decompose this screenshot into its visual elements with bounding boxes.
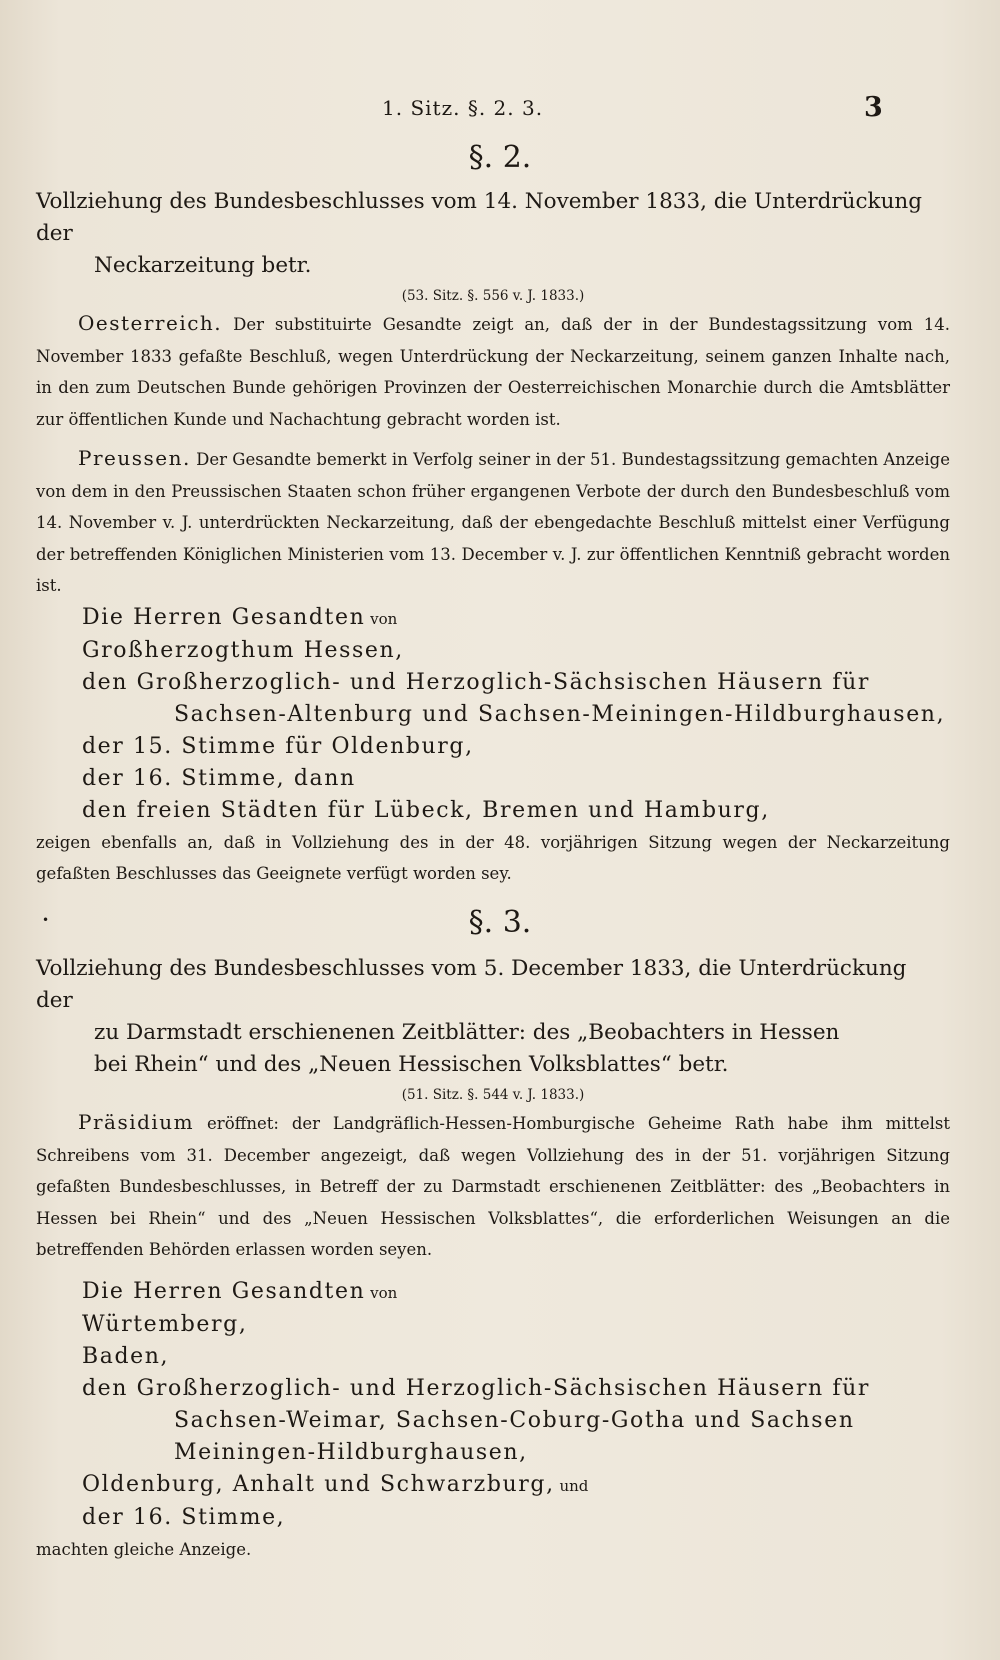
paragraph-prussia [36, 443, 950, 602]
section-2 [36, 186, 950, 890]
list-item: Großherzogthum Hessen, [82, 637, 404, 663]
paragraph-text: Der Gesandte bemerkt in Verfolg seiner in der 51. Bundestagssitzung gemachten Anzeige von dem in den Preussischen Staaten schon früher ergangenen Verbote der durch den Bundesbeschluß vom 14. November v. J. unterdrückten Neckarzeitung, daß der ebengedachte Beschluß mittelst einer Verfügung der betreffenden Königlichen Ministerien vom 13. December v. J. zur öffentlichen Kenntniß gebracht worden ist. [36, 450, 950, 595]
section-title [36, 186, 950, 282]
section-title [36, 953, 950, 1081]
list-item: Sachsen-Altenburg und Sachsen-Meiningen-Hildburghausen, [174, 701, 946, 727]
list-item: der 16. Stimme, dann [82, 765, 356, 791]
paragraph-lead: Oesterreich. [78, 311, 223, 335]
list-conjunction: und [554, 1476, 589, 1495]
paragraph-presidium [36, 1107, 950, 1266]
section-3-heading [0, 905, 1000, 940]
list-item: Würtemberg, [82, 1311, 248, 1337]
list-item: den Großherzoglich- und Herzoglich-Sächsischen Häusern für [82, 669, 871, 695]
reference: (51. Sitz. §. 544 v. J. 1833.) [401, 1087, 585, 1103]
section-sign: §. 2. [468, 140, 532, 175]
list-text: Oldenburg, Anhalt und Schwarzburg, [82, 1471, 555, 1497]
envoy-list [36, 602, 950, 827]
list-item: Sachsen-Weimar, Sachsen-Coburg-Gotha und Sachsen [174, 1407, 855, 1433]
paragraph-text: eröffnet: der Landgräflich-Hessen-Homburgische Geheime Rath habe ihm mittelst Schreibens vom 31. December angezeigt, daß wegen Vollziehung des in der 51. vorjährigen Sitzung gefaßten Bundesbeschlusses, in Betreff der zu Darmstadt erschienenen Zeitblätter: des „Beobachters in Hessen bei Rhein“ und des „Neuen Hessischen Volksblattes“, die erforderlichen Weisungen an die betreffenden Behörden erlassen worden seyen. [36, 1114, 950, 1259]
section-sign: §. 3. [468, 905, 532, 940]
title-line: Vollziehung des Bundesbeschlusses vom 5. December 1833, die Unterdrückung der [36, 956, 907, 1013]
list-item: Meiningen-Hildburghausen, [174, 1439, 528, 1465]
closing-paragraph: machten gleiche Anzeige. [36, 1539, 252, 1559]
title-line: Vollziehung des Bundesbeschlusses vom 14. November 1833, die Unterdrückung der [36, 189, 923, 246]
list-intro: Die Herren Gesandten [82, 1278, 366, 1304]
list-item: der 15. Stimme für Oldenburg, [82, 733, 474, 759]
title-line: zu Darmstadt erschienenen Zeitblätter: des „Beobachters in Hessen [94, 1020, 840, 1045]
list-intro-small: von [365, 609, 398, 628]
title-line: bei Rhein“ und des „Neuen Hessischen Volksblattes“ betr. [94, 1052, 729, 1077]
envoy-list [36, 1276, 950, 1534]
list-item [36, 1469, 950, 1502]
list-item [36, 602, 950, 635]
list-intro-small: von [365, 1283, 398, 1302]
list-item [36, 1276, 950, 1309]
closing-paragraph: zeigen ebenfalls an, daß in Vollziehung des in der 48. vorjährigen Sitzung wegen der Neckarzeitung gefaßten Beschlusses das Geeignete verfügt worden sey. [36, 832, 950, 883]
list-item: der 16. Stimme, [82, 1504, 286, 1530]
list-intro: Die Herren Gesandten [82, 604, 366, 630]
section-3 [36, 953, 950, 1565]
page-header [0, 92, 1000, 132]
paragraph-lead: Präsidium [78, 1110, 195, 1134]
reference: (53. Sitz. §. 556 v. J. 1833.) [401, 288, 585, 304]
title-line: Neckarzeitung betr. [94, 253, 312, 278]
bullet-mark: • [42, 913, 50, 927]
paragraph-austria [36, 308, 950, 435]
paragraph-lead: Preussen. [78, 446, 191, 470]
list-item: Baden, [82, 1343, 170, 1369]
list-item: den freien Städten für Lübeck, Bremen und Hamburg, [82, 797, 770, 823]
page-number: 3 [864, 92, 883, 123]
running-head: 1. Sitz. §. 2. 3. [382, 96, 544, 120]
list-item: den Großherzoglich- und Herzoglich-Sächsischen Häusern für [82, 1375, 871, 1401]
paragraph-text: Der substituirte Gesandte zeigt an, daß der in der Bundestagssitzung vom 14. November 1833 gefaßte Beschluß, wegen Unterdrückung der Neckarzeitung, seinem ganzen Inhalte nach, in den zum Deutschen Bunde gehörigen Provinzen der Oesterreichischen Monarchie durch die Amtsblätter zur öffentlichen Kunde und Nachachtung gebracht worden ist. [36, 315, 950, 429]
section-2-heading [0, 140, 1000, 175]
